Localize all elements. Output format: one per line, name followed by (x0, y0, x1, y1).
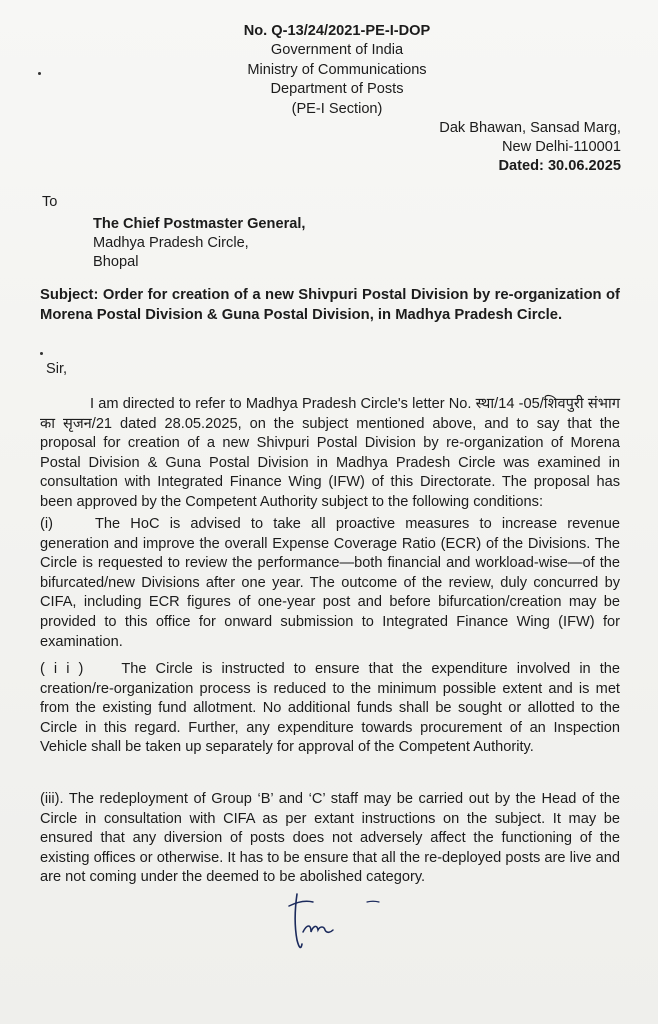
govt-of-india: Government of India (270, 42, 404, 58)
address-line-1: Dak Bhawan, Sansad Marg, (439, 120, 621, 136)
ministry-name: Ministry of Communications (247, 62, 427, 78)
condition-1 (40, 515, 620, 652)
condition-2-label: ( i i ) (40, 661, 84, 677)
condition-2-text: The Circle is instructed to ensure that the expenditure involved in the creation/re-organization process is reduced to the minimum possible extent and is met from the existing fund allotment. No additional funds shall be sought or allotted to the Circle in this regard. Further, any expenditure towards procurement of an Inspection Vehicle shall be taken up separately for approval of the Competent Authority. (40, 661, 621, 756)
recipient-title: The Chief Postmaster General, (93, 216, 306, 232)
intro-text: I am directed to refer to Madhya Pradesh Circle's letter No. स्था/14 -05/शिवपुरी संभाग का सृजन/21 dated 28.05.2025, on the subject mentioned above, and to say that the proposal for creation of a new Shivpuri Postal Division by re-organization of Morena Postal Division & Guna Postal Division in Madhya Pradesh Circle was examined in consultation with Integrated Finance Wing (IFW) of this Directorate. The proposal has been approved by the Competent Authority subject to the following conditions: (40, 396, 620, 510)
scan-speck (40, 352, 43, 355)
condition-3-text: (iii). The redeployment of Group ‘B’ and ‘C’ staff may be carried out by the Head of the Circle in consultation with CIFA as per extant instructions on the subject. It may be ensured that any diversion of posts does not adversely affect the functioning of the existing offices or otherwise. It has to be ensure that all the re-deployed posts are live and are not coming under the deemed to be abolished category. (40, 791, 620, 886)
section-name: (PE-I Section) (291, 101, 383, 117)
department-name: Department of Posts (270, 81, 404, 97)
recipient-circle: Madhya Pradesh Circle, (93, 235, 249, 251)
to-label: To (42, 194, 58, 210)
scan-speck (38, 72, 41, 75)
address-line-2: New Delhi-110001 (502, 139, 621, 155)
salutation: Sir, (46, 361, 68, 377)
condition-3 (40, 790, 620, 888)
condition-2 (40, 660, 620, 758)
letter-number: No. Q-13/24/2021-PE-I-DOP (243, 23, 431, 39)
condition-1-label: (i) (40, 516, 53, 532)
subject: Subject: Order for creation of a new Shivpuri Postal Division by re-organization of Morena Postal Division & Guna Postal Division, in Madhya Pradesh Circle. (40, 287, 620, 323)
handwritten-signature (283, 888, 393, 968)
recipient-city: Bhopal (93, 254, 139, 270)
condition-1-text: The HoC is advised to take all proactive measures to increase revenue generation and improve the overall Expense Coverage Ratio (ECR) of the Divisions. The Circle is requested to review the performance—both financial and workload-wise—of the bifurcated/new Divisions after one year. The outcome of the review, duly concurred by CIFA, including ECR figures of one-year post and before bifurcation/creation may be provided to this office for onward submission to Integrated Finance Wing (IFW) for examination. (40, 516, 620, 650)
intro-paragraph (40, 395, 620, 513)
date-line: Dated: 30.06.2025 (498, 158, 621, 174)
